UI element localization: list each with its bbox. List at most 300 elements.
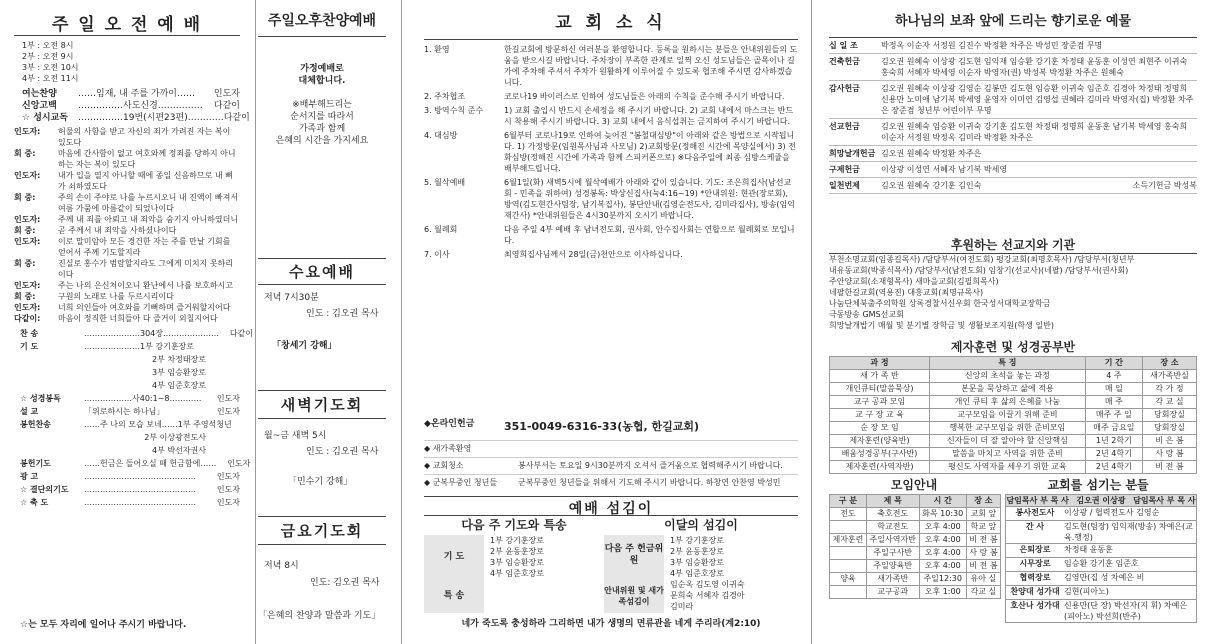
meeting-cell: 교구공과 — [866, 586, 919, 599]
training-cell: 비 은 봄 — [1142, 435, 1196, 448]
meeting-cell: 주일사역자반 — [866, 534, 919, 547]
servant-names: 김현(피아노) — [1064, 587, 1109, 596]
order-row — [14, 341, 240, 354]
meeting-cell: 오후 4:00 — [919, 560, 966, 573]
order-text: 「위로하시는 하나님」 — [84, 407, 165, 416]
notice-label: ◆ 새가족환영 — [424, 444, 472, 453]
offering-row — [829, 54, 1197, 81]
news-label: 7. 이사 — [424, 250, 450, 259]
reading-speaker: 회 중: — [14, 259, 36, 268]
reading-row — [14, 313, 240, 324]
offering-label: 감사헌금 — [829, 84, 860, 93]
name-line: 3부 임승환장로 — [490, 558, 545, 567]
servants-head-cell: 담임목사 부 목 사 — [1006, 496, 1069, 505]
column-divider — [401, 0, 402, 644]
order-text: ……헌금은 들어오실 때 헌금함에…… — [84, 459, 217, 468]
training-cell: 사 랑 봄 — [1142, 448, 1196, 461]
this-month-title: 이달의 섬김이 — [664, 518, 738, 532]
dawn-prayer-series: 「민수기 강해」 — [288, 477, 353, 487]
dawn-prayer-time: 월~금 새벽 5시 — [264, 431, 327, 441]
service-times — [14, 40, 240, 84]
name-line: 4부 임준호장로 — [490, 569, 545, 578]
servant-row — [1005, 572, 1197, 586]
training-cell: 매주 금요일 — [1085, 422, 1142, 435]
offering-row — [829, 162, 1197, 178]
training-cell: 말씀을 마치고 사역을 위한 준비 — [929, 448, 1085, 461]
news-label: 1. 환영 — [424, 45, 450, 54]
servant-row — [1005, 600, 1197, 623]
service-time: 2부 : 오전 9시 — [22, 52, 74, 61]
meeting-cell: 오후 4:00 — [919, 521, 966, 534]
reading-text: 마음에 간사함이 없고 여호와께 정죄를 당하지 아니하는 자는 복이 있도다 — [58, 149, 236, 169]
divider — [258, 258, 386, 259]
order-text: …………………304장………………… — [84, 329, 219, 338]
servants-list — [1005, 494, 1197, 623]
meeting-row — [830, 508, 1001, 521]
notice-label: ◆ 군복무중인 청년들 — [424, 478, 498, 487]
notice-line: 대체합니다. — [298, 76, 346, 86]
training-row — [830, 448, 1197, 461]
training-cell: 비 전 봄 — [1142, 461, 1196, 474]
order-label: ☆ 성경봉독 — [20, 394, 61, 403]
offering-extra: 소득기헌금 박성복 — [1132, 181, 1197, 190]
training-head-cell: 장 소 — [1142, 357, 1196, 370]
reading-text: 주는 나의 은신처이오니 환난에서 나를 보호하시고 — [58, 281, 234, 290]
reading-row — [14, 225, 240, 236]
order-row — [14, 471, 240, 484]
reading-text: 주께 내 죄를 아뢰고 내 죄악을 숨기지 아니하였더니 — [58, 215, 239, 224]
training-cell: 제자훈련(사역자반) — [830, 461, 930, 474]
offering-names: 김오권 원혜숙 임승환 이귀숙 강기훈 김도현 차정태 정명희 윤동훈 남기복 박세영 홍숙희 이순자 서정원 박정옥 김미라 박정환 차주은 — [881, 122, 1188, 142]
mission-list — [829, 254, 1197, 331]
sunday-pm-notice — [258, 63, 386, 147]
wednesday-time: 저녁 7시30분 — [264, 293, 319, 303]
church-news-column — [424, 0, 798, 644]
order-row — [14, 112, 250, 124]
training-cell: 제자훈련(양육반) — [830, 435, 930, 448]
meeting-head-row — [830, 495, 1001, 508]
order-leader: 다같이 — [223, 113, 250, 123]
reading-text: 곧 주께서 내 죄악을 사하셨나이다 — [58, 226, 177, 235]
order-label: ☆ 결단의기도 — [20, 485, 69, 494]
song-label: 특 송 — [424, 579, 484, 613]
offering-row — [829, 81, 1197, 119]
name-line: 1부 강기훈장로 — [670, 536, 725, 545]
mission-line: 극동방송 GMS선교회 — [829, 310, 904, 319]
divider — [258, 516, 386, 517]
order-leader: 인도자 — [216, 485, 240, 494]
notice-label: ◆ 교회청소 — [424, 461, 464, 470]
servants-head — [1005, 494, 1197, 507]
mission-title: 후원하는 선교지와 기관 — [950, 238, 1076, 252]
news-label: 2. 주차협조 — [424, 92, 466, 101]
offerings-title: 하나님의 보좌 앞에 드리는 향기로운 예물 — [894, 14, 1132, 29]
offerings-column — [829, 0, 1197, 644]
meeting-head-cell: 시 간 — [919, 495, 966, 508]
meeting-cell — [830, 521, 867, 534]
divider — [258, 418, 386, 419]
training-row — [830, 435, 1197, 448]
offering-label: 건축헌금 — [829, 57, 860, 66]
servant-role: 은퇴장로 — [1019, 545, 1051, 554]
friday-prayer-series: 「은혜의 찬양과 말씀과 기도」 — [258, 611, 381, 621]
friday-prayer-time: 저녁 8시 — [264, 561, 299, 571]
training-cell: 순 장 모 임 — [830, 422, 930, 435]
training-cell: 매주 주 일 — [1085, 409, 1142, 422]
meeting-cell: 학교 앞 — [966, 521, 1000, 534]
title-divider — [14, 35, 240, 36]
servants-title: 교회를 섬기는 분들 — [1047, 478, 1149, 492]
notice-item — [424, 440, 798, 457]
servant-row — [1005, 544, 1197, 558]
mission-line: 주안양교회(소재형목사) 새마을교회(김필희목사) — [829, 277, 999, 286]
order-label: ☆ 축 도 — [20, 498, 49, 507]
order-text: 3부 임승환장로 — [151, 368, 206, 377]
responsive-reading — [14, 126, 240, 324]
online-offering-label: ◆온라인헌금 — [424, 419, 475, 429]
reading-speaker: 회 중: — [14, 226, 36, 235]
order-text: 4부 박선자권사 — [151, 446, 206, 455]
servant-role: 찬양대 성가대 — [1010, 587, 1060, 596]
notice-line — [258, 87, 386, 99]
training-head-cell: 기 간 — [1085, 357, 1142, 370]
order-label: 찬 송 — [20, 329, 39, 338]
order-text: 2부 차정태장로 — [151, 355, 206, 364]
order-label: 신앙고백 — [22, 101, 57, 111]
meeting-cell: 화목 10:30 — [919, 508, 966, 521]
notice-line: 가정예배로 — [300, 64, 344, 74]
meeting-head-cell: 장 소 — [966, 495, 1000, 508]
order-text: 2부 이상광전도사 — [144, 433, 206, 442]
reading-text: 이로 말미암아 모든 경건한 자는 주를 만날 기회를 얻어서 주께 기도할지라 — [58, 237, 231, 257]
offering-names: 김오권 원혜숙 강기훈 김인숙 — [881, 181, 982, 190]
offering-names: 박정옥 이순자 서정원 김진수 박정환 차주은 박성민 장준겸 무명 — [881, 41, 1103, 50]
meeting-title: 모임안내 — [890, 478, 938, 492]
reading-row — [14, 302, 240, 313]
news-item — [424, 177, 798, 221]
meeting-row — [830, 586, 1001, 599]
servant-names: 이상광 / 협력전도사 김영순 — [1064, 508, 1160, 517]
offering-names: 김오권 원혜숙 이상광 김도현 임익재 임승환 강기훈 차정태 윤동훈 이성연 최현주 이귀숙 홍숙희 서혜자 박세영 이순자 박영자(권) 박성복 박정환 차주은 원혜숙 — [881, 57, 1188, 77]
training-cell: 신자들이 더 잘 알아야 할 신앙핵심 — [929, 435, 1085, 448]
wednesday-leader: 인도 : 김오권 목사 — [306, 309, 379, 319]
morning-worship-column — [14, 0, 253, 644]
order-text: ……………사도신경…………… — [78, 101, 203, 111]
reading-speaker: 회 중: — [14, 193, 36, 202]
news-text: 6월1일(화) 새벽5시에 월삭예배가 아래와 같이 있습니다. 기도: 조은희집사(남선교회 - 민족을 위하여) 성경봉독: 박상신집사(눅4:16~19) *안내위원: 현관(장로회), 방역(김도현간사팀장, 남기복집사), 봉단안내(김영순전도사, 김미라집사), 방송(임익재간사) *안내위원들은 4시30분까지 오시기 바랍니다. — [504, 178, 795, 220]
reading-text: 진실로 홍수가 범람할지라도 그에게 미치지 못하리이다 — [58, 259, 234, 279]
mission-line: 나눔단체북출주의학원 상록경찰서신우회 한국성서대학교장학금 — [829, 299, 1051, 308]
training-cell: 본문을 묵상하고 삶에 적용 — [929, 383, 1085, 396]
order-text: 4부 임준호장로 — [151, 381, 206, 390]
training-cell: 새가족반실 — [1142, 370, 1196, 383]
notice-item — [424, 474, 798, 491]
offering-row — [829, 119, 1197, 146]
servant-role: 협력장로 — [1019, 573, 1051, 582]
service-time: 1부 : 오전 8시 — [22, 41, 74, 50]
training-cell: 신앙의 초석을 놓는 과정 — [929, 370, 1085, 383]
news-text: 코로나19 바이러스로 인하여 성도님들은 아래의 수칙을 준수해 주시기 바랍니다. — [504, 92, 785, 101]
servant-role: 간 사 — [1025, 522, 1045, 531]
news-text: 다음 주일 4부 예배 후 남녀전도회, 권사회, 안수집사회는 연합으로 월례회로 모입니다. — [504, 225, 795, 245]
worship-order-bottom — [14, 328, 253, 510]
training-table — [829, 356, 1197, 474]
order-row — [14, 88, 240, 100]
mission-line: 네팔한길교회(역용진) 대흥교회(최명규목사) — [829, 288, 984, 297]
offering-label: 희망날개헌금 — [829, 149, 876, 158]
reading-speaker: 인도자: — [14, 237, 41, 246]
reading-text: 구원의 노래로 나를 두르시리이다 — [58, 292, 174, 301]
order-label: 설 교 — [20, 407, 39, 416]
servant-role: 봉사전도사 — [1015, 508, 1055, 517]
training-head-cell: 특 징 — [929, 357, 1085, 370]
training-cell: 개인큐티(말씀묵상) — [830, 383, 930, 396]
reading-row — [14, 214, 240, 225]
order-text: ……주 나의 모습 보네……1부 주영석청년 — [84, 420, 232, 429]
meeting-cell — [830, 586, 867, 599]
news-text: 한길교회에 방문하신 여러분을 환영합니다. 등록을 원하시는 분들은 안내위원들의 도움을 받으시길 바랍니다. 주차장이 부족한 관계로 일찍 오신 성도님들은 골목이나 길가에 주차해 주셔서 주차가 원활하게 이루어질 수 있도록 협조해 주시면 감사하겠습니다. — [504, 45, 798, 87]
reading-row — [14, 192, 240, 214]
standing-note: ☆는 모두 자리에 일어나 주시기 바랍니다. — [20, 620, 187, 630]
news-item — [424, 91, 798, 102]
news-text: 6월부터 코로나19로 인하여 늦어진 "봄철대심방"이 아래와 같은 방법으로 시작됩니다. 1) 가정방문(임원목사님과 사모님) 2)교회방문(정해진 시간에 목양실에서) 3) 전화심방(정해진 시간에 가족과 함께 스피커폰으로) ※다음주일에 최종 심방스케쥴을 배부해드립니다. — [504, 131, 796, 173]
reading-speaker: 인도자: — [14, 171, 41, 180]
order-label: 광 고 — [20, 472, 39, 481]
servant-role: 시무장로 — [1019, 559, 1051, 568]
training-cell: 각 가 정 — [1142, 383, 1196, 396]
offering-names: 김오권 원혜숙 박정환 차주은 — [881, 149, 982, 158]
offering-row — [829, 38, 1197, 54]
mission-line: 희망날개밥기 매월 및 분기별 장학금 및 생활보조지원(학생 일반) — [829, 321, 1054, 330]
misc-notices — [424, 440, 798, 491]
order-row — [14, 354, 240, 367]
offering-row — [829, 146, 1197, 162]
order-leader: 인도자 — [216, 407, 240, 416]
meeting-row — [830, 534, 1001, 547]
meeting-cell — [830, 547, 867, 560]
name-line: 2부 윤동훈장로 — [490, 547, 545, 556]
meeting-head-cell: 구 분 — [830, 495, 867, 508]
meeting-cell: 축호전도 — [866, 508, 919, 521]
other-services-column — [258, 0, 386, 644]
reading-row — [14, 280, 240, 291]
news-item — [424, 224, 798, 246]
training-row — [830, 383, 1197, 396]
meeting-head-cell: 제 목 — [866, 495, 919, 508]
bank-account: 351-0049-6316-33(농협, 한길교회) — [504, 420, 700, 433]
order-row — [14, 328, 253, 341]
name-line: 4부 임준호장로 — [670, 569, 725, 578]
news-text: 최영희집사님께서 28일(금)천안으로 이사하십니다. — [504, 250, 683, 259]
name-line: 2부 윤동훈장로 — [670, 547, 725, 556]
meeting-row — [830, 560, 1001, 573]
meeting-cell: 학교전도 — [866, 521, 919, 534]
order-row — [14, 484, 240, 497]
news-label: 3. 방역수칙 준수 — [424, 106, 484, 115]
order-row — [14, 432, 240, 445]
name-line: 1부 강기훈장로 — [490, 536, 545, 545]
mission-line: 부천소명교회(임종길목사) /담당부서(여전도회) 평강교회(최명호목사) /담당부서(청년부 — [829, 255, 1135, 264]
order-leader: 다같이 — [213, 101, 240, 111]
column-divider — [811, 0, 812, 644]
training-cell: 평신도 사역자를 세우기 위한 교육 — [929, 461, 1085, 474]
serve-table — [424, 516, 798, 612]
reading-row — [14, 126, 240, 148]
reading-speaker: 인도자: — [14, 303, 41, 312]
training-row — [830, 409, 1197, 422]
prayer-label: 기 도 — [424, 535, 484, 579]
notice-item — [424, 457, 798, 474]
order-leader: 다같이 — [229, 329, 253, 338]
reading-text: 내가 입을 열지 아니할 때에 종일 신음하므로 내 뼈가 쇠하였도다 — [58, 171, 233, 191]
online-offering-row — [424, 418, 798, 434]
training-cell: 당회장실 — [1142, 409, 1196, 422]
meeting-cell: 주일12:30 — [919, 573, 966, 586]
offering-names: 이상광 이성연 서혜자 남기복 박세영 — [881, 165, 1008, 174]
order-row — [14, 100, 240, 112]
servants-head-cell: 담임목사 부 목 사 — [1133, 496, 1196, 505]
reading-speaker: 회 중: — [14, 292, 36, 301]
church-news-title: 교 회 소 식 — [555, 13, 667, 33]
training-head-row — [830, 357, 1197, 370]
training-cell: 1년 2학기 — [1085, 435, 1142, 448]
order-leader: 인도자 — [216, 472, 240, 481]
training-title: 제자훈련 및 성경공부반 — [950, 340, 1076, 354]
order-leader: 인도자 — [216, 394, 240, 403]
order-row — [14, 393, 240, 406]
meeting-row — [830, 547, 1001, 560]
news-list — [424, 44, 798, 260]
training-cell: 배움성경공부(구사반) — [830, 448, 930, 461]
training-cell: 새 가 족 반 — [830, 370, 930, 383]
servant-row — [1005, 558, 1197, 572]
meeting-row — [830, 521, 1001, 534]
news-item — [424, 249, 798, 260]
reading-text: 허물의 사함을 받고 자신의 죄가 가려진 자는 복이 있도다 — [58, 127, 231, 147]
servant-row — [1005, 507, 1197, 521]
reading-row — [14, 148, 240, 170]
order-label: 봉헌기도 — [20, 459, 51, 468]
mission-line: 내유동교회(박종식목사) /담당부서(남전도회) 임창기(선교사)(네팔) /담당부서(권사회) — [829, 266, 1129, 275]
reading-row — [14, 258, 240, 280]
offering-label: 일천번제 — [829, 181, 860, 190]
worship-order-top — [14, 88, 250, 124]
reading-speaker: 인도자: — [14, 127, 41, 136]
order-text: …………………………………… — [84, 472, 196, 481]
meeting-cell: 전도 — [830, 508, 867, 521]
service-time: 3부 : 오전 10시 — [22, 63, 79, 72]
reading-speaker: 인도자: — [14, 215, 41, 224]
divider — [424, 496, 798, 497]
reading-speaker: 인도자: — [14, 281, 41, 290]
order-text: …………………………………… — [84, 498, 196, 507]
training-cell: 교 구 장 교 육 — [830, 409, 930, 422]
prayer-list — [484, 535, 604, 579]
training-cell: 교구 공과 모임 — [830, 396, 930, 409]
training-cell: 2년 4학기 — [1085, 448, 1142, 461]
name-line: 임순옥 김도영 이귀숙 — [670, 580, 745, 589]
servants-head-cell: 김오권 이상광 — [1076, 496, 1126, 505]
reading-text: 너희 의인들아 여호와를 기뻐하며 즐거워할지어다 — [58, 303, 231, 312]
meeting-cell: 새가족반 — [866, 573, 919, 586]
servant-names: 임승환 강기훈 임준호 — [1064, 559, 1139, 568]
reading-row — [14, 291, 240, 302]
meeting-cell: 유아 실 — [966, 573, 1000, 586]
order-leader: 인도자 — [216, 498, 240, 507]
column-divider — [255, 0, 256, 644]
training-cell: 4 주 — [1085, 370, 1142, 383]
order-leader: 인도자 — [213, 89, 240, 99]
meeting-cell: 주일양육반 — [866, 560, 919, 573]
service-time: 4부 : 오전 11시 — [22, 74, 79, 83]
divider — [258, 36, 386, 37]
divider — [258, 284, 386, 285]
meeting-cell: 양육 — [830, 573, 867, 586]
reading-speaker: 다같이: — [14, 314, 41, 323]
name-line: 김미라 — [670, 602, 694, 611]
meeting-cell: 오후 4:00 — [919, 547, 966, 560]
offering-label: 십 일 조 — [829, 41, 858, 50]
news-label: 4. 대심방 — [424, 131, 458, 140]
meeting-table — [829, 494, 1001, 599]
meeting-cell: 교회 앞 — [966, 508, 1000, 521]
training-cell: 매 주 — [1085, 396, 1142, 409]
order-row — [14, 419, 240, 432]
news-text: 1) 교회 출입시 반드시 손세정을 해 주시기 바랍니다. 2) 교회 내에서 마스크는 반드시 착용해 주시기 바랍니다. 3) 교회 내에서 음식섭취는 금지하여 주시기 바랍니다. — [504, 106, 794, 126]
meeting-cell: 제자훈련 — [830, 534, 867, 547]
order-text: …………………………………… — [84, 485, 196, 494]
next-offering-label: 다음 주 헌금위원 — [604, 535, 664, 579]
training-cell: 당회장실 — [1142, 422, 1196, 435]
order-label: 봉헌찬송 — [20, 420, 51, 429]
news-label: 5. 월삭예배 — [424, 178, 466, 187]
order-label: ☆ 성시교독 — [22, 113, 68, 123]
training-cell: 개인 큐티 후 삶의 은혜를 나눔 — [929, 396, 1085, 409]
reading-text: 마음이 정직한 너희들아 다 즐거이 외칠지어다 — [58, 314, 218, 323]
meeting-cell: 비 전 봄 — [966, 560, 1000, 573]
news-item — [424, 44, 798, 88]
training-cell: 행복한 교구모임을 위한 준비모임 — [929, 422, 1085, 435]
training-row — [830, 422, 1197, 435]
sunday-pm-title: 주일오후찬양예배 — [267, 13, 377, 29]
guide-label: 안내위원 및 새가족섬김이 — [604, 579, 664, 613]
order-text: …………………1부 강기훈장로 — [84, 342, 195, 351]
training-cell: 매 일 — [1085, 383, 1142, 396]
notice-text: 군복무중인 청년들을 위해서 기도해 주시기 바랍니다. 하창연 안찬영 박성민 — [518, 478, 781, 487]
meeting-cell: 비 전 봄 — [966, 534, 1000, 547]
notice-line: 은혜의 시간을 가지세요 — [275, 136, 369, 146]
order-row — [14, 458, 251, 471]
guide-list — [664, 579, 794, 612]
order-row — [14, 445, 240, 458]
servant-names: 신용만(단 장) 박선자(지 휘) 차예은(피아노) 박선희(반주) — [1064, 601, 1188, 621]
notice-line: ※배부해드리는 — [292, 100, 352, 110]
notice-text: 봉사부서는 토요일 9시30분까지 오셔서 즐거움으로 협력해주시기 바랍니다. — [518, 461, 783, 470]
training-cell: 2년 4학기 — [1085, 461, 1142, 474]
order-label: 기 도 — [20, 342, 39, 351]
meeting-cell: 사 랑 봄 — [966, 547, 1000, 560]
meeting-cell: 각교 실 — [966, 586, 1000, 599]
order-text: ……………19번(시편23편)………… — [78, 113, 224, 123]
offering-label: 구제헌금 — [829, 165, 860, 174]
news-item — [424, 105, 798, 127]
order-text: ………………사40:1~8………… — [84, 394, 202, 403]
news-item — [424, 130, 798, 174]
servant-names: 김도현(팀장) 임익재(방송) 차예은(교육.행정) — [1064, 522, 1193, 542]
reading-text: 주의 손이 주야로 나를 누르시오니 내 진액이 빠져서 여름 가뭄에 마름같이 되었나이다 — [58, 193, 239, 213]
training-row — [830, 370, 1197, 383]
meeting-cell — [830, 560, 867, 573]
